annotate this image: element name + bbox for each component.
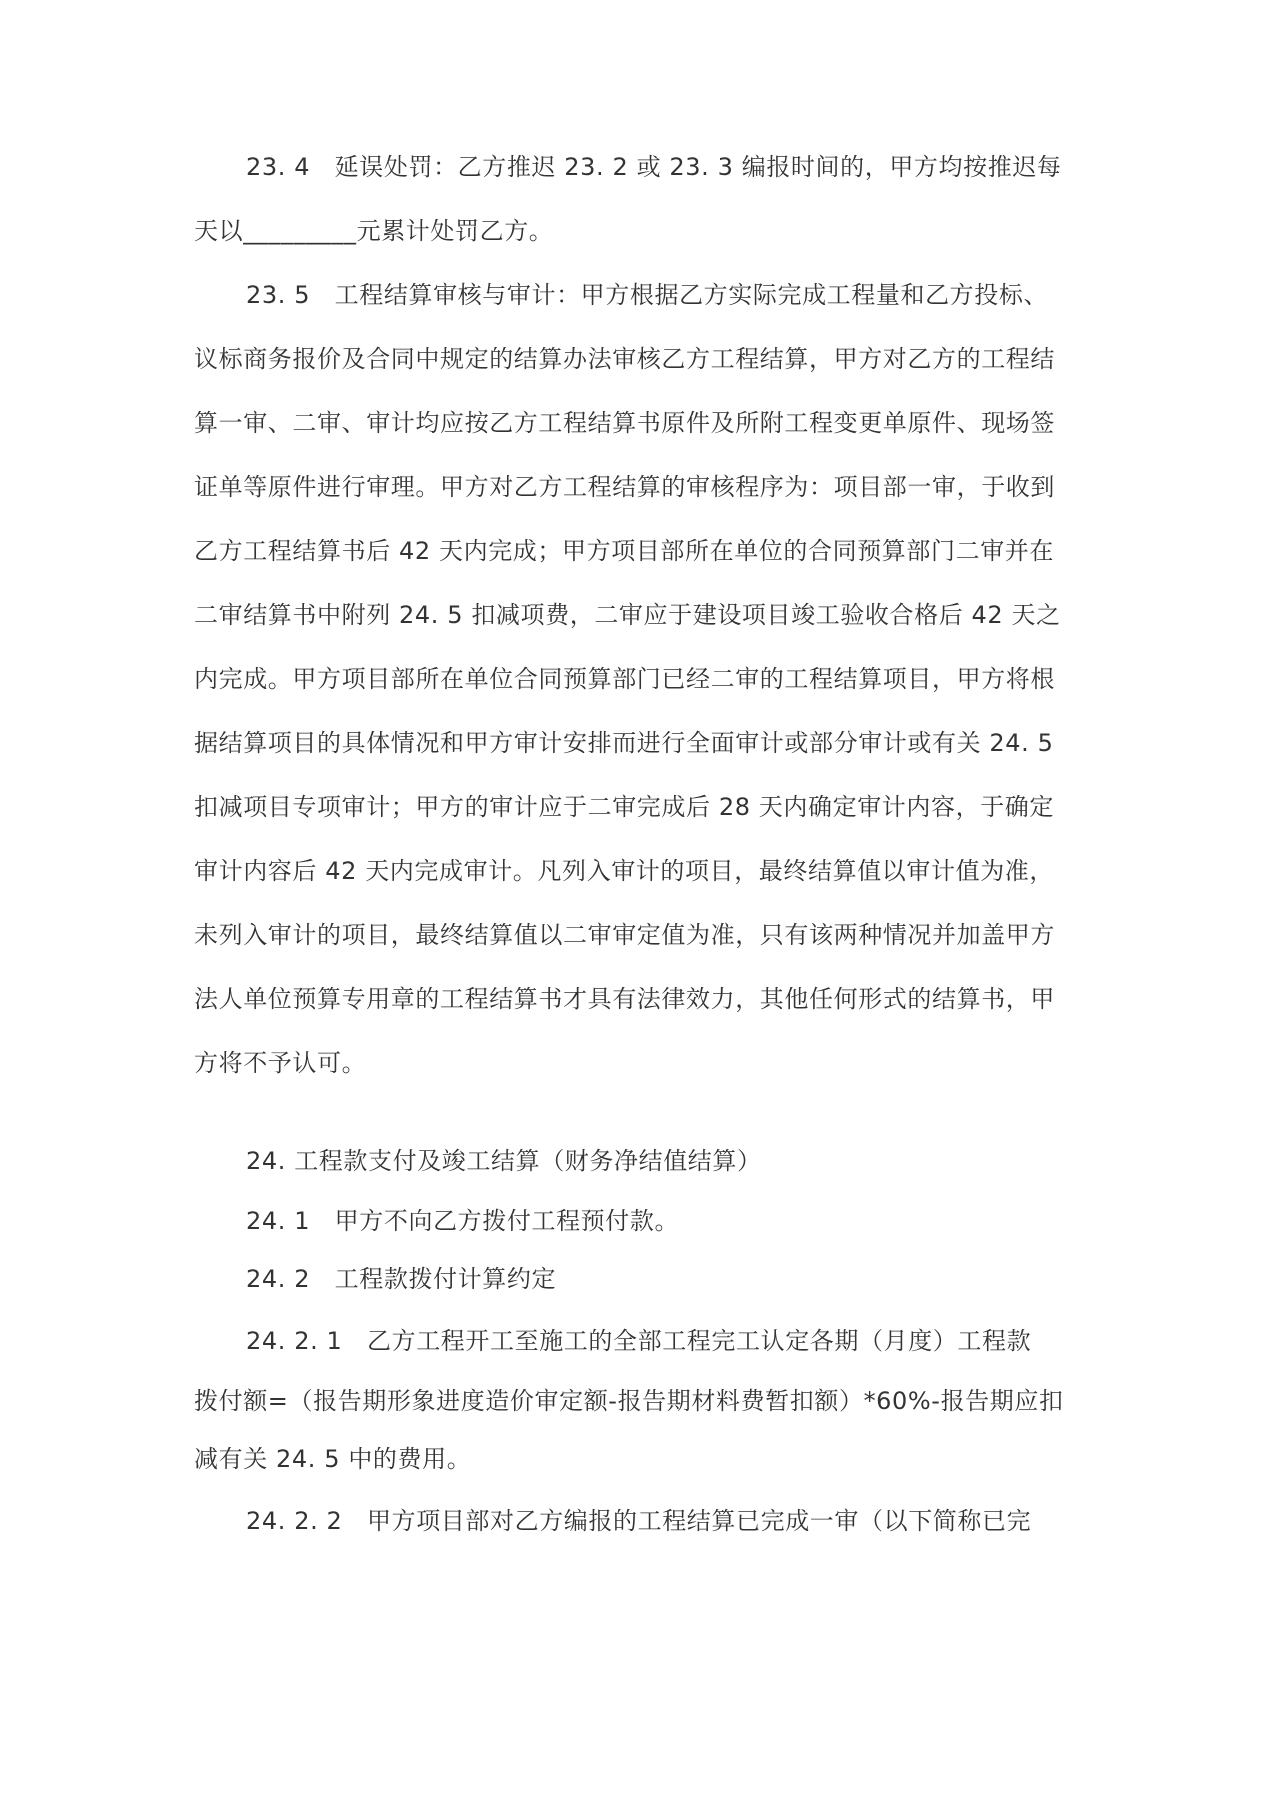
clause-24-1: 24. 1 甲方不向乙方拨付工程预付款。	[246, 1207, 680, 1235]
clause-24-2-1-line-1: 24. 2. 1 乙方工程开工至施工的全部工程完工认定各期（月度）工程款	[246, 1327, 1032, 1355]
clause-23-5-line-10: 审计内容后 42 天内完成审计。凡列入审计的项目，最终结算值以审计值为准，	[194, 857, 1054, 885]
clause-23-4-line-2: 天以_________元累计处罚乙方。	[194, 217, 554, 245]
clause-23-4-line-1: 23. 4 延误处罚：乙方推迟 23. 2 或 23. 3 编报时间的，甲方均按推迟每	[246, 153, 1062, 181]
clause-24-2-1-line-2: 拨付额=（报告期形象进度造价审定额-报告期材料费暂扣额）*60%-报告期应扣	[194, 1387, 1064, 1415]
clause-23-5-line-9: 扣减项目专项审计；甲方的审计应于二审完成后 28 天内确定审计内容，于确定	[194, 793, 1054, 821]
clause-23-5-line-5: 乙方工程结算书后 42 天内完成；甲方项目部所在单位的合同预算部门二审并在	[194, 537, 1054, 565]
clause-24-2-2-line-1: 24. 2. 2 甲方项目部对乙方编报的工程结算已完成一审（以下简称已完	[246, 1507, 1032, 1535]
clause-23-5-line-7: 内完成。甲方项目部所在单位合同预算部门已经二审的工程结算项目，甲方将根	[194, 665, 1055, 693]
clause-24-2-1-line-3: 减有关 24. 5 中的费用。	[194, 1445, 472, 1473]
clause-23-5-line-2: 议标商务报价及合同中规定的结算办法审核乙方工程结算，甲方对乙方的工程结	[194, 345, 1055, 373]
section-24-heading: 24. 工程款支付及竣工结算（财务净结值结算）	[246, 1147, 762, 1175]
clause-23-5-line-4: 证单等原件进行审理。甲方对乙方工程结算的审核程序为：项目部一审，于收到	[194, 473, 1055, 501]
clause-23-5-line-12: 法人单位预算专用章的工程结算书才具有法律效力，其他任何形式的结算书，甲	[194, 985, 1055, 1013]
clause-24-2: 24. 2 工程款拨付计算约定	[246, 1265, 557, 1293]
clause-23-5-line-1: 23. 5 工程结算审核与审计：甲方根据乙方实际完成工程量和乙方投标、	[246, 281, 1049, 309]
clause-23-5-line-3: 算一审、二审、审计均应按乙方工程结算书原件及所附工程变更单原件、现场签	[194, 409, 1055, 437]
clause-23-5-line-8: 据结算项目的具体情况和甲方审计安排而进行全面审计或部分审计或有关 24. 5	[194, 729, 1054, 757]
clause-23-5-line-6: 二审结算书中附列 24. 5 扣减项费，二审应于建设项目竣工验收合格后 42 天之	[194, 601, 1061, 629]
clause-23-5-line-11: 未列入审计的项目，最终结算值以二审审定值为准，只有该两种情况并加盖甲方	[194, 921, 1055, 949]
clause-23-5-line-13: 方将不予认可。	[194, 1049, 367, 1077]
